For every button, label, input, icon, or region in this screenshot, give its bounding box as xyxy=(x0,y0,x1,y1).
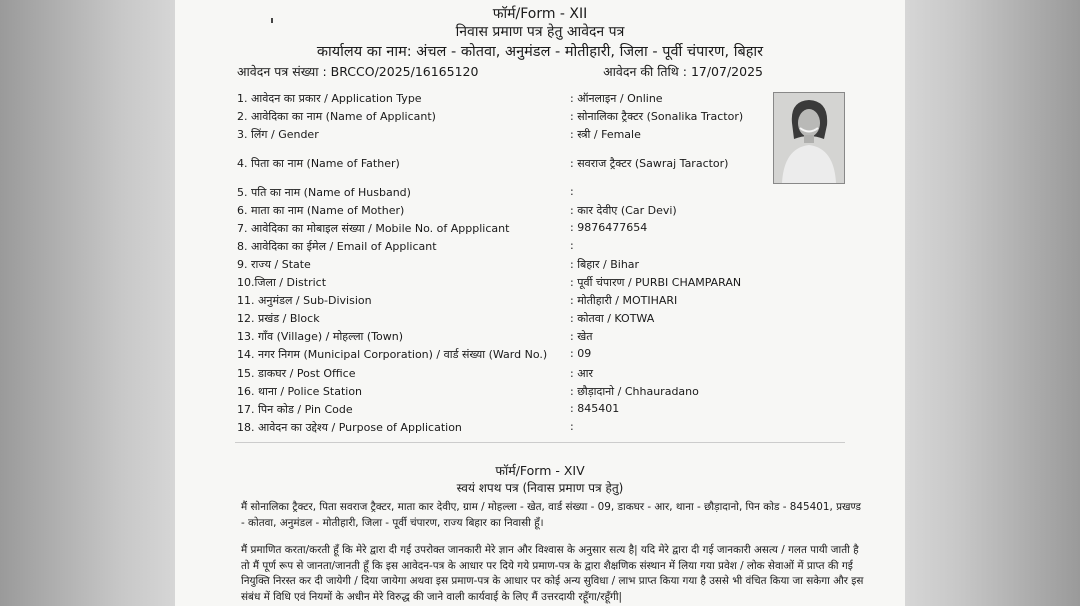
field-value: : xyxy=(570,185,574,198)
field-label: 17. पिन कोड / Pin Code xyxy=(237,403,353,416)
field-label: 8. आवेदिका का ईमेल / Email of Applicant xyxy=(237,240,437,253)
field-row xyxy=(237,402,837,420)
field-value: : 845401 xyxy=(570,402,620,415)
field-value: : बिहार / Bihar xyxy=(570,258,640,271)
field-label: 7. आवेदिका का मोबाइल संख्या / Mobile No. of Appplicant xyxy=(237,222,510,235)
field-row xyxy=(237,347,837,365)
field-row xyxy=(237,293,837,311)
field-value: : मोतीहारी / MOTIHARI xyxy=(570,294,678,307)
form-xii-subtitle: निवास प्रमाण पत्र हेतु आवेदन पत्र xyxy=(455,24,625,40)
field-value: : xyxy=(570,420,574,433)
applicant-photo xyxy=(773,92,845,184)
background-right xyxy=(905,0,1080,606)
field-row xyxy=(237,384,837,402)
field-label: 5. पति का नाम (Name of Husband) xyxy=(237,186,411,199)
field-label: 14. नगर निगम (Municipal Corporation) / वार्ड संख्या (Ward No.) xyxy=(237,348,548,361)
field-label: 2. आवेदिका का नाम (Name of Applicant) xyxy=(237,110,436,123)
field-row xyxy=(237,311,837,329)
declaration-paragraph-1: मैं सोनालिका ट्रैक्टर, पिता सवराज ट्रैक्टर, माता कार देवीए, ग्राम / मोहल्ला - खेत, वार्ड संख्या - 09, डाकघर - आर, थाना - छौड़ादानो, पिन कोड - 845401, प्रखण्ड - कोतवा, अनुमंडल - मोतीहारी, जिला - पूर्वी चंपारण, राज्य बिहार का निवासी हूँ। xyxy=(241,501,861,529)
office-name: कार्यालय का नाम: अंचल - कोतवा, अनुमंडल - मोतीहारी, जिला - पूर्वी चंपारण, बिहार xyxy=(316,44,764,60)
section-divider xyxy=(235,442,845,443)
form-xiv-title: फॉर्म/Form - XIV xyxy=(495,463,585,478)
field-row xyxy=(237,329,837,347)
field-label: 11. अनुमंडल / Sub-Division xyxy=(237,294,372,307)
field-row xyxy=(237,275,837,293)
field-value: : छौड़ादानो / Chhauradano xyxy=(570,385,699,398)
field-row xyxy=(237,203,837,221)
field-value: : खेत xyxy=(570,330,593,343)
field-label: 6. माता का नाम (Name of Mother) xyxy=(237,204,405,217)
field-value: : ऑनलाइन / Online xyxy=(570,92,663,105)
field-label: 12. प्रखंड / Block xyxy=(237,312,320,325)
applicant-photo-image xyxy=(774,93,844,183)
field-row xyxy=(237,221,837,239)
field-label: 16. थाना / Police Station xyxy=(237,385,363,398)
field-label: 15. डाकघर / Post Office xyxy=(237,367,356,380)
application-number: आवेदन पत्र संख्या : BRCCO/2025/16165120 xyxy=(237,64,479,79)
document-page xyxy=(175,0,905,606)
field-row xyxy=(237,127,837,145)
field-label: 13. गाँव (Village) / मोहल्ला (Town) xyxy=(237,330,404,343)
field-value: : 9876477654 xyxy=(570,221,648,234)
field-value: : स्त्री / Female xyxy=(570,128,641,141)
field-value: : xyxy=(570,239,574,252)
field-row xyxy=(237,257,837,275)
field-row xyxy=(237,185,837,203)
field-row xyxy=(237,109,837,127)
declaration-paragraph-2: मैं प्रमाणित करता/करती हूँ कि मेरे द्वारा दी गई उपरोक्त जानकारी मेरे ज्ञान और विश्वास के अनुसार सत्य है| यदि मेरे द्वारा दी गई जानकारी असत्य / गलत पायी जाती है तो मैं पूर्ण रूप से जानता/जानती हूँ कि इस आवेदन-पत्र के आधार पर दिये गये प्रमाण-पत्र के द्वारा शैक्षणिक संस्थान में लिया गया प्रवेश / लोक सेवाओं में प्राप्त की गई नियुक्ति निरस्त कर दी जायेगी / दिया जायेगा अथवा इस प्रमाण-पत्र के आधार पर कोई अन्य सुविधा / लाभ प्राप्त किया गया है उससे भी वंचित किया जा सकेगा और इस संबंध में विधि एवं नियमों के अधीन मेरे विरुद्ध की जाने वाली कार्यवाई के लिए मैं उत्तरदायी रहूँगा/रहूँगी| xyxy=(241,544,864,603)
field-label: 9. राज्य / State xyxy=(237,258,311,271)
field-row xyxy=(237,91,837,109)
field-label: 18. आवेदन का उद्देश्य / Purpose of Application xyxy=(237,421,462,434)
field-row xyxy=(237,239,837,257)
field-label: 1. आवेदन का प्रकार / Application Type xyxy=(237,92,422,105)
field-value: : पूर्वी चंपारण / PURBI CHAMPARAN xyxy=(570,276,742,289)
field-value: : कार देवीए (Car Devi) xyxy=(570,204,677,217)
field-row xyxy=(237,156,837,174)
field-row xyxy=(237,366,837,384)
field-label: 10.जिला / District xyxy=(237,276,327,289)
field-value: : सवराज ट्रैक्टर (Sawraj Taractor) xyxy=(570,157,729,170)
field-value: : 09 xyxy=(570,347,592,360)
application-date: आवेदन की तिथि : 17/07/2025 xyxy=(603,64,763,79)
form-xiv-subtitle: स्वयं शपथ पत्र (निवास प्रमाण पत्र हेतु) xyxy=(456,481,624,495)
field-value: : आर xyxy=(570,367,593,380)
form-xii-title: फॉर्म/Form - XII xyxy=(492,6,588,22)
background-left xyxy=(0,0,175,606)
field-row xyxy=(237,420,837,438)
field-value: : कोतवा / KOTWA xyxy=(570,312,655,325)
field-label: 4. पिता का नाम (Name of Father) xyxy=(237,157,400,170)
field-label: 3. लिंग / Gender xyxy=(237,128,319,141)
field-value: : सोनालिका ट्रैक्टर (Sonalika Tractor) xyxy=(570,110,744,123)
